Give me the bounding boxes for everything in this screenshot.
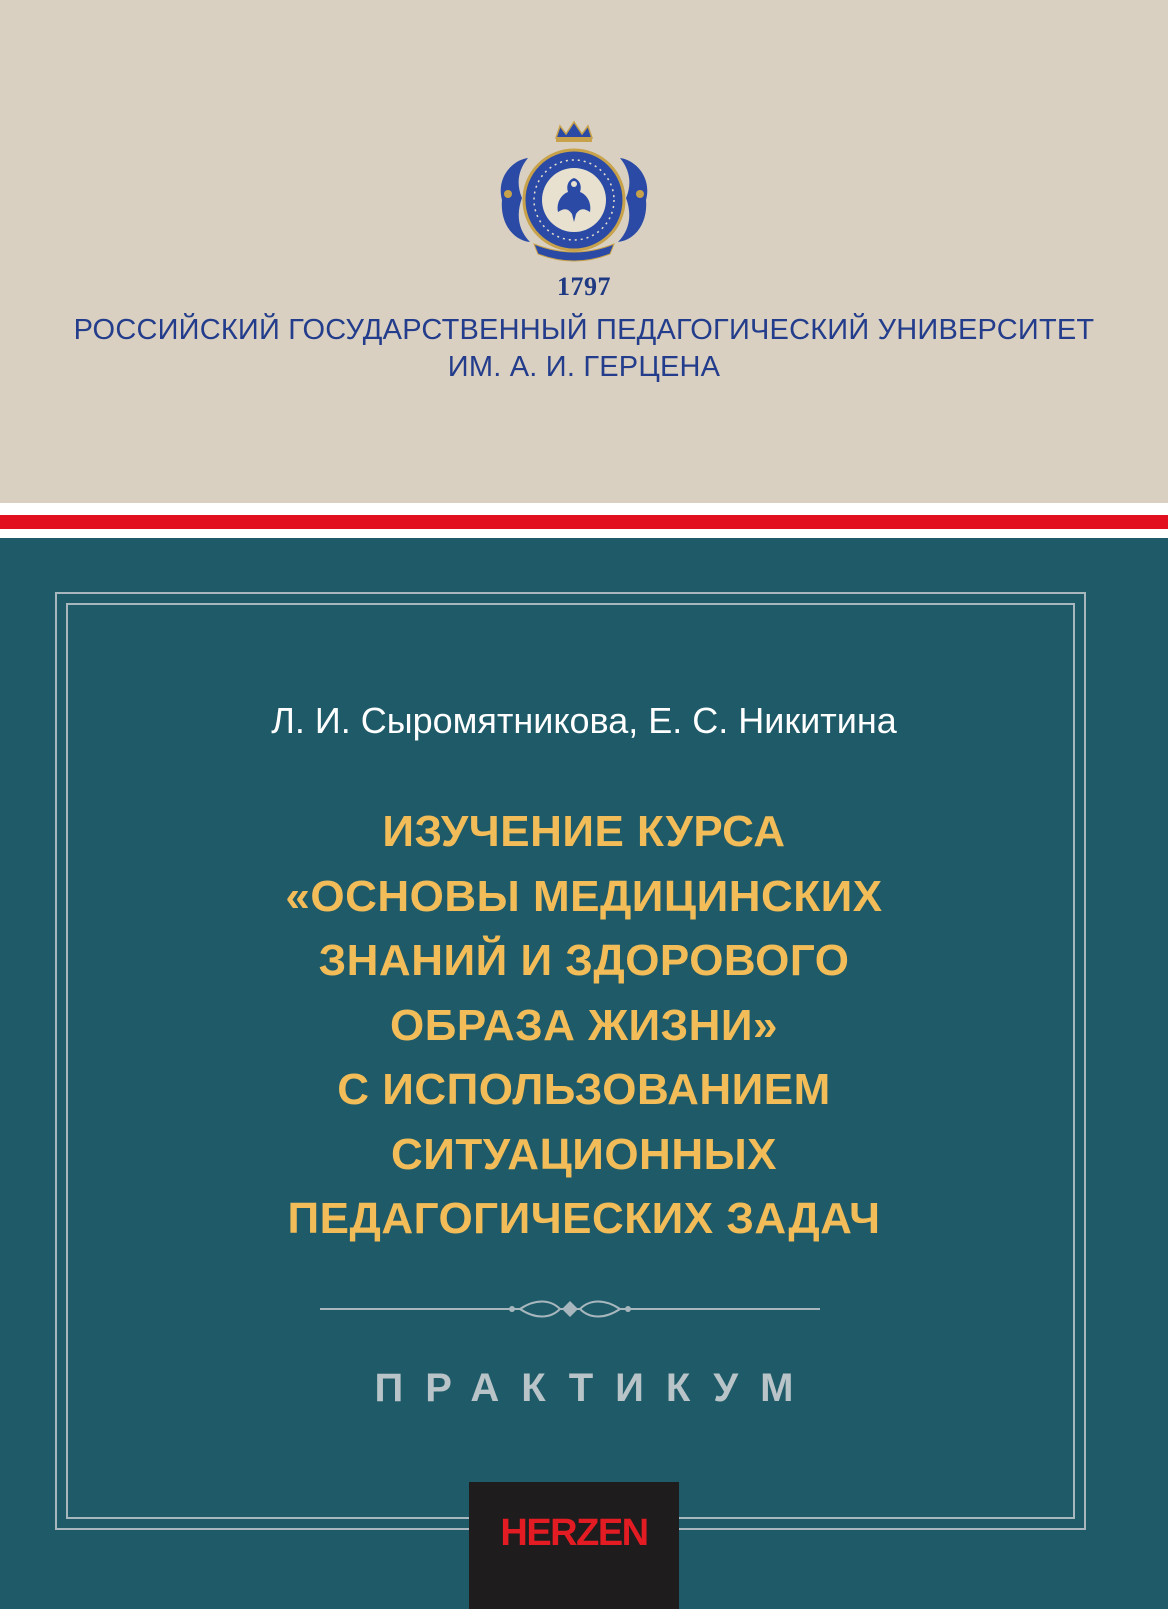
book-subtitle: ПРАКТИКУМ (374, 1366, 816, 1410)
title-line: «ОСНОВЫ МЕДИЦИНСКИХ (285, 871, 883, 921)
university-name-line1: РОССИЙСКИЙ ГОСУДАРСТВЕННЫЙ ПЕДАГОГИЧЕСКИЙ УНИВЕРСИТЕТ (73, 314, 1095, 346)
title-line: ПЕДАГОГИЧЕСКИХ ЗАДАЧ (287, 1194, 881, 1243)
title-line: ОБРАЗА ЖИЗНИ» (390, 1000, 778, 1050)
book-title (0, 800, 1168, 1252)
founding-year: 1797 (557, 272, 611, 301)
title-line: СИТУАЦИОННЫХ (390, 1129, 778, 1179)
divider-stripe-white-top (0, 503, 1168, 515)
publisher-logo (469, 1482, 679, 1609)
divider-ornament-icon (320, 1296, 820, 1322)
university-name (0, 312, 1168, 386)
title-line: С ИСПОЛЬЗОВАНИЕМ (337, 1065, 831, 1114)
authors: Л. И. Сыромятникова, Е. С. Никитина (271, 700, 897, 741)
title-line: ЗНАНИЙ И ЗДОРОВОГО (318, 936, 850, 985)
publisher-logo-text: HERZEN (500, 1512, 648, 1554)
university-name-line2: ИМ. А. И. ГЕРЦЕНА (447, 351, 721, 383)
university-seal-icon (494, 118, 654, 268)
divider-stripe-white-bottom (0, 529, 1168, 538)
divider-stripe-red (0, 515, 1168, 529)
header-band (0, 0, 1168, 503)
title-line: ИЗУЧЕНИЕ КУРСА (382, 807, 786, 856)
